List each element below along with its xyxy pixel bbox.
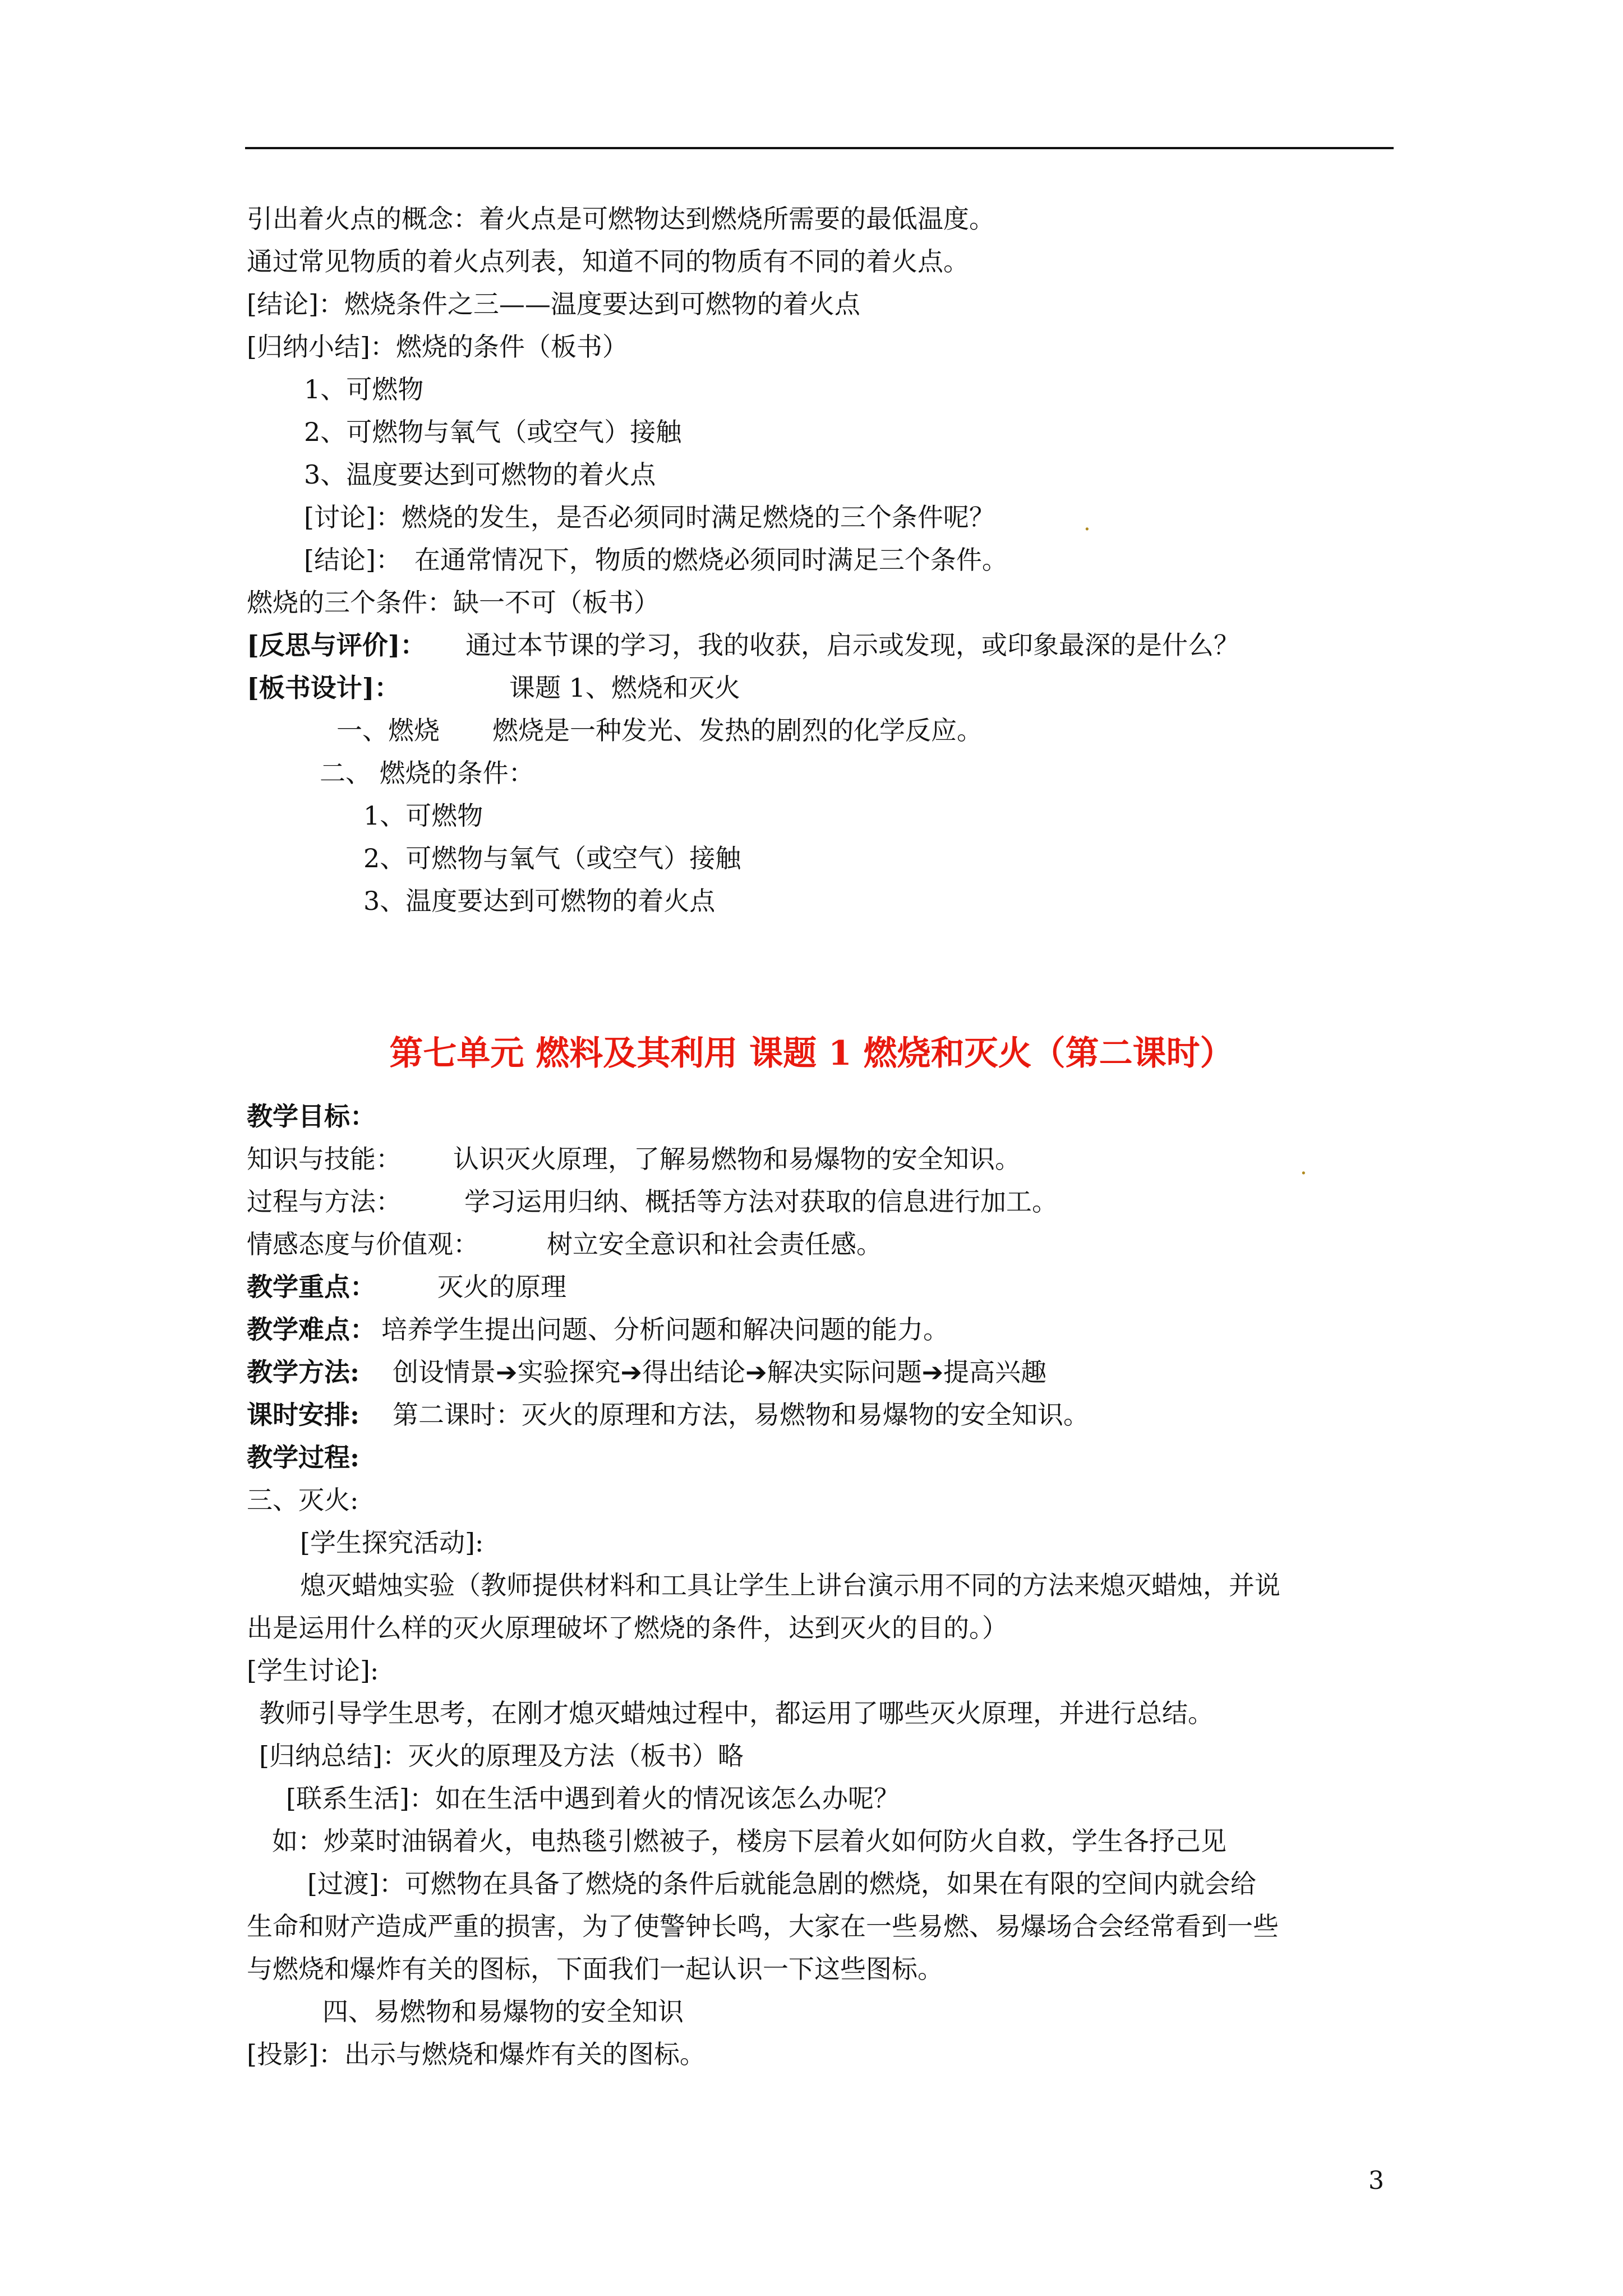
- key-label: 教学重点：: [247, 1272, 376, 1302]
- difficulty-text: 培养学生提出问题、分析问题和解决问题的能力。: [381, 1314, 949, 1345]
- text-line: 出是运用什么样的灭火原理破坏了燃烧的条件，达到灭火的目的。）: [247, 1613, 1008, 1643]
- text-line: [投影]：出示与燃烧和爆炸有关的图标。: [247, 2039, 706, 2069]
- schedule-text: 第二课时：灭火的原理和方法，易燃物和易爆物的安全知识。: [393, 1400, 1089, 1430]
- process-label: 过程与方法：: [247, 1186, 402, 1217]
- process-text: 学习运用归纳、概括等方法对获取的信息进行加工。: [464, 1186, 1058, 1217]
- goals-label: 教学目标：: [247, 1101, 376, 1131]
- text-line: 引出着火点的概念：着火点是可燃物达到燃烧所需要的最低温度。: [247, 204, 995, 234]
- board-title: 课题 1、燃烧和灭火: [509, 673, 740, 703]
- text-line: [归纳总结]：灭火的原理及方法（板书）略: [259, 1741, 744, 1771]
- text-line: [归纳小结]：燃烧的条件（板书）: [247, 332, 628, 362]
- schedule-label: 课时安排:: [247, 1400, 359, 1430]
- process-heading: 教学过程:: [247, 1442, 359, 1473]
- emotion-text: 树立安全意识和社会责任感。: [547, 1229, 882, 1259]
- text-line: [讨论]：燃烧的发生，是否必须同时满足燃烧的三个条件呢？: [304, 502, 995, 532]
- board-item: 一、燃烧: [336, 715, 440, 746]
- text-line: 通过常见物质的着火点列表，知道不同的物质有不同的着火点。: [247, 246, 969, 277]
- board-label: [板书设计]：: [247, 673, 400, 703]
- knowledge-text: 认识灭火原理，了解易燃物和易爆物的安全知识。: [453, 1144, 1021, 1174]
- key-text: 灭火的原理: [437, 1272, 566, 1302]
- text-line: [结论]： 在通常情况下，物质的燃烧必须同时满足三个条件。: [304, 545, 1008, 575]
- board-item: 3、温度要达到可燃物的着火点: [363, 886, 716, 916]
- text-line: 如：炒菜时油锅着火，电热毯引燃被子，楼房下层着火如何防火自救，学生各抒己见: [272, 1826, 1227, 1856]
- stray-dot: .: [1083, 510, 1091, 536]
- reflection-text: 通过本节课的学习，我的收获，启示或发现，或印象最深的是什么？: [465, 630, 1239, 660]
- stray-dot: .: [1300, 1154, 1307, 1180]
- list-item: 2、可燃物与氧气（或空气）接触: [304, 417, 682, 447]
- board-item: 2、可燃物与氧气（或空气）接触: [363, 843, 741, 873]
- section-title: 第七单元 燃料及其利用 课题 1 燃烧和灭火（第二课时）: [389, 1034, 1234, 1073]
- board-item: 燃烧是一种发光、发热的剧烈的化学反应。: [492, 715, 983, 746]
- text-line: 生命和财产造成严重的损害，为了使警钟长鸣，大家在一些易燃、易爆场合会经常看到一些: [247, 1911, 1279, 1941]
- text-line: 燃烧的三个条件：缺一不可（板书）: [247, 587, 660, 618]
- method-label: 教学方法:: [247, 1357, 359, 1387]
- board-item: 二、 燃烧的条件：: [320, 758, 534, 788]
- reflection-label: [反思与评价]：: [247, 630, 426, 660]
- difficulty-label: 教学难点：: [247, 1314, 376, 1345]
- text-line: 与燃烧和爆炸有关的图标，下面我们一起认识一下这些图标。: [247, 1954, 943, 1984]
- text-line: [学生讨论]:: [247, 1655, 379, 1686]
- text-line: [学生探究活动]:: [300, 1527, 484, 1558]
- board-item: 1、可燃物: [363, 800, 483, 831]
- text-line: [结论]：燃烧条件之三——温度要达到可燃物的着火点: [247, 289, 860, 319]
- header-rule: [245, 147, 1394, 149]
- text-line: 教师引导学生思考，在刚才熄灭蜡烛过程中，都运用了哪些灭火原理，并进行总结。: [259, 1698, 1214, 1728]
- list-item: 1、可燃物: [304, 374, 424, 404]
- text-line: 四、易燃物和易爆物的安全知识: [322, 1996, 684, 2027]
- text-line: [联系生活]：如在生活中遇到着火的情况该怎么办呢？: [286, 1783, 900, 1814]
- knowledge-label: 知识与技能：: [247, 1144, 402, 1174]
- text-line: 三、灭火:: [247, 1485, 359, 1515]
- page-number: 3: [1368, 2166, 1384, 2195]
- emotion-label: 情感态度与价值观：: [247, 1229, 479, 1259]
- text-line: [过渡]：可燃物在具备了燃烧的条件后就能急剧的燃烧，如果在有限的空间内就会给: [307, 1869, 1256, 1899]
- list-item: 3、温度要达到可燃物的着火点: [304, 459, 656, 490]
- text-line: 熄灭蜡烛实验（教师提供材料和工具让学生上讲台演示用不同的方法来熄灭蜡烛，并说: [300, 1570, 1280, 1600]
- method-text: 创设情景➔实验探究➔得出结论➔解决实际问题➔提高兴趣: [393, 1357, 1047, 1387]
